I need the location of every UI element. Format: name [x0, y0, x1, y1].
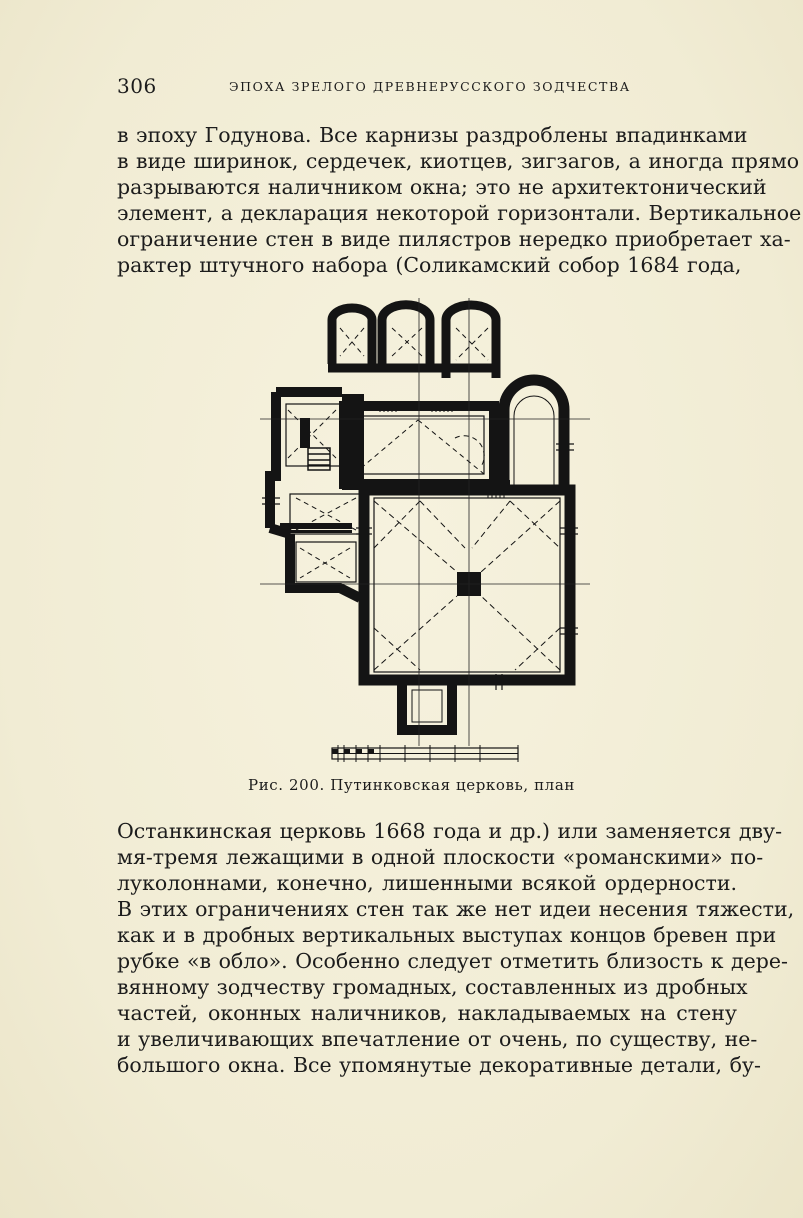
- text-line: разрываются наличником окна; это не архитектонический: [117, 175, 767, 199]
- figure-caption: [0, 776, 803, 794]
- page-header: [117, 74, 637, 98]
- text-line: вянному зодчеству громадных, составленных из дробных: [117, 975, 748, 999]
- paragraph-bottom: [117, 818, 795, 1078]
- text-line: элемент, а декларация некоторой горизонтали. Вертикальное: [117, 201, 802, 225]
- church-floor-plan-drawing: [260, 298, 590, 773]
- text-line: как и в дробных вертикальных выступах концов бревен при: [117, 923, 777, 947]
- text-line: В этих ограничениях стен так же нет идеи несения тяжести,: [117, 897, 795, 921]
- page-number: 306: [117, 74, 157, 98]
- text-line: ограничение стен в виде пилястров нередко приобретает ха-: [117, 227, 791, 251]
- text-line: мя-тремя лежащими в одной плоскости «романскими» по-: [117, 845, 764, 869]
- stair-block: [308, 448, 330, 470]
- text-line: рубке «в обло». Особенно следует отметить близость к дере-: [117, 949, 788, 973]
- text-line: Останкинская церковь 1668 года и др.) или заменяется дву-: [117, 819, 783, 843]
- figure-caption-text: Рис. 200. Путинковская церковь, план: [248, 776, 575, 794]
- apse-inner-line: [514, 396, 554, 488]
- paragraph-top: [117, 122, 802, 278]
- text-line: большого окна. Все упомянутые декоративные детали, бу-: [117, 1053, 761, 1077]
- text-line: рактер штучного набора (Соликамский собор 1684 года,: [117, 253, 742, 277]
- text-line: в виде ширинок, сердечек, киотцев, зигзагов, а иногда прямо: [117, 149, 800, 173]
- church-floor-plan-figure: [260, 298, 590, 773]
- text-line: частей, оконных наличников, накладываемых на стену: [117, 1001, 737, 1025]
- running-title: ЭПОХА ЗРЕЛОГО ДРЕВНЕРУССКОГО ЗОДЧЕСТВА: [229, 79, 631, 94]
- text-line: луколоннами, конечно, лишенными всякой ордерности.: [117, 871, 737, 895]
- text-line: в эпоху Годунова. Все карнизы раздроблены впадинками: [117, 123, 748, 147]
- scale-bar: [332, 745, 518, 762]
- text-line: и увеличивающих впечатление от очень, по существу, не-: [117, 1027, 758, 1051]
